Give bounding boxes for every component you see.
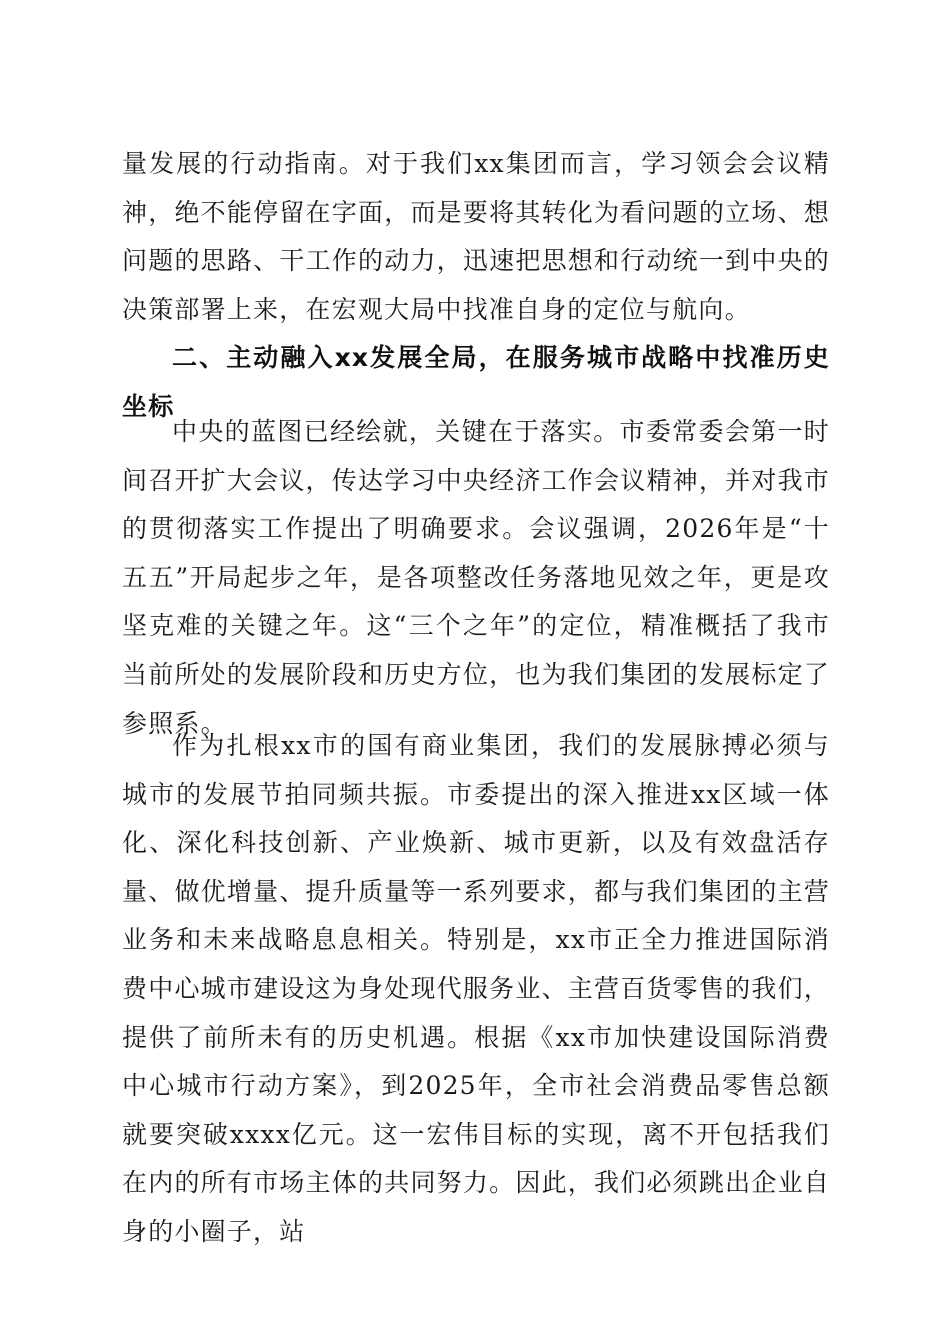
section-heading-2: 二、主动融入xx发展全局，在服务城市战略中找准历史坐标 xyxy=(122,343,830,421)
paragraph-2: 中央的蓝图已经绘就，关键在于落实。市委常委会第一时间召开扩大会议，传达学习中央经济工作会议精神，并对我市的贯彻落实工作提出了明确要求。会议强调，2026年是“十五五”开局起步之年，是各项整改任务落地见效之年，更是攻坚克难的关键之年。这“三个之年”的定位，精准概括了我市当前所处的发展阶段和历史方位，也为我们集团的发展标定了参照系。 xyxy=(122,417,830,738)
paragraph-3: 作为扎根xx市的国有商业集团，我们的发展脉搏必须与城市的发展节拍同频共振。市委提出的深入推进xx区域一体化、深化科技创新、产业焕新、城市更新，以及有效盘活存量、做优增量、提升质量等一系列要求，都与我们集团的主营业务和未来战略息息相关。特别是，xx市正全力推进国际消费中心城市建设这为身处现代服务业、主营百货零售的我们，提供了前所未有的历史机遇。根据《xx市加快建设国际消费中心城市行动方案》，到2025年，全市社会消费品零售总额就要突破xxxx亿元。这一宏伟目标的实现，离不开包括我们在内的所有市场主体的共同努力。因此，我们必须跳出企业自身的小圈子，站 xyxy=(122,731,830,1246)
paragraph-1: 量发展的行动指南。对于我们xx集团而言，学习领会会议精神，绝不能停留在字面，而是要将其转化为看问题的立场、想问题的思路、干工作的动力，迅速把思想和行动统一到中央的决策部署上来，在宏观大局中找准自身的定位与航向。 xyxy=(122,149,830,324)
